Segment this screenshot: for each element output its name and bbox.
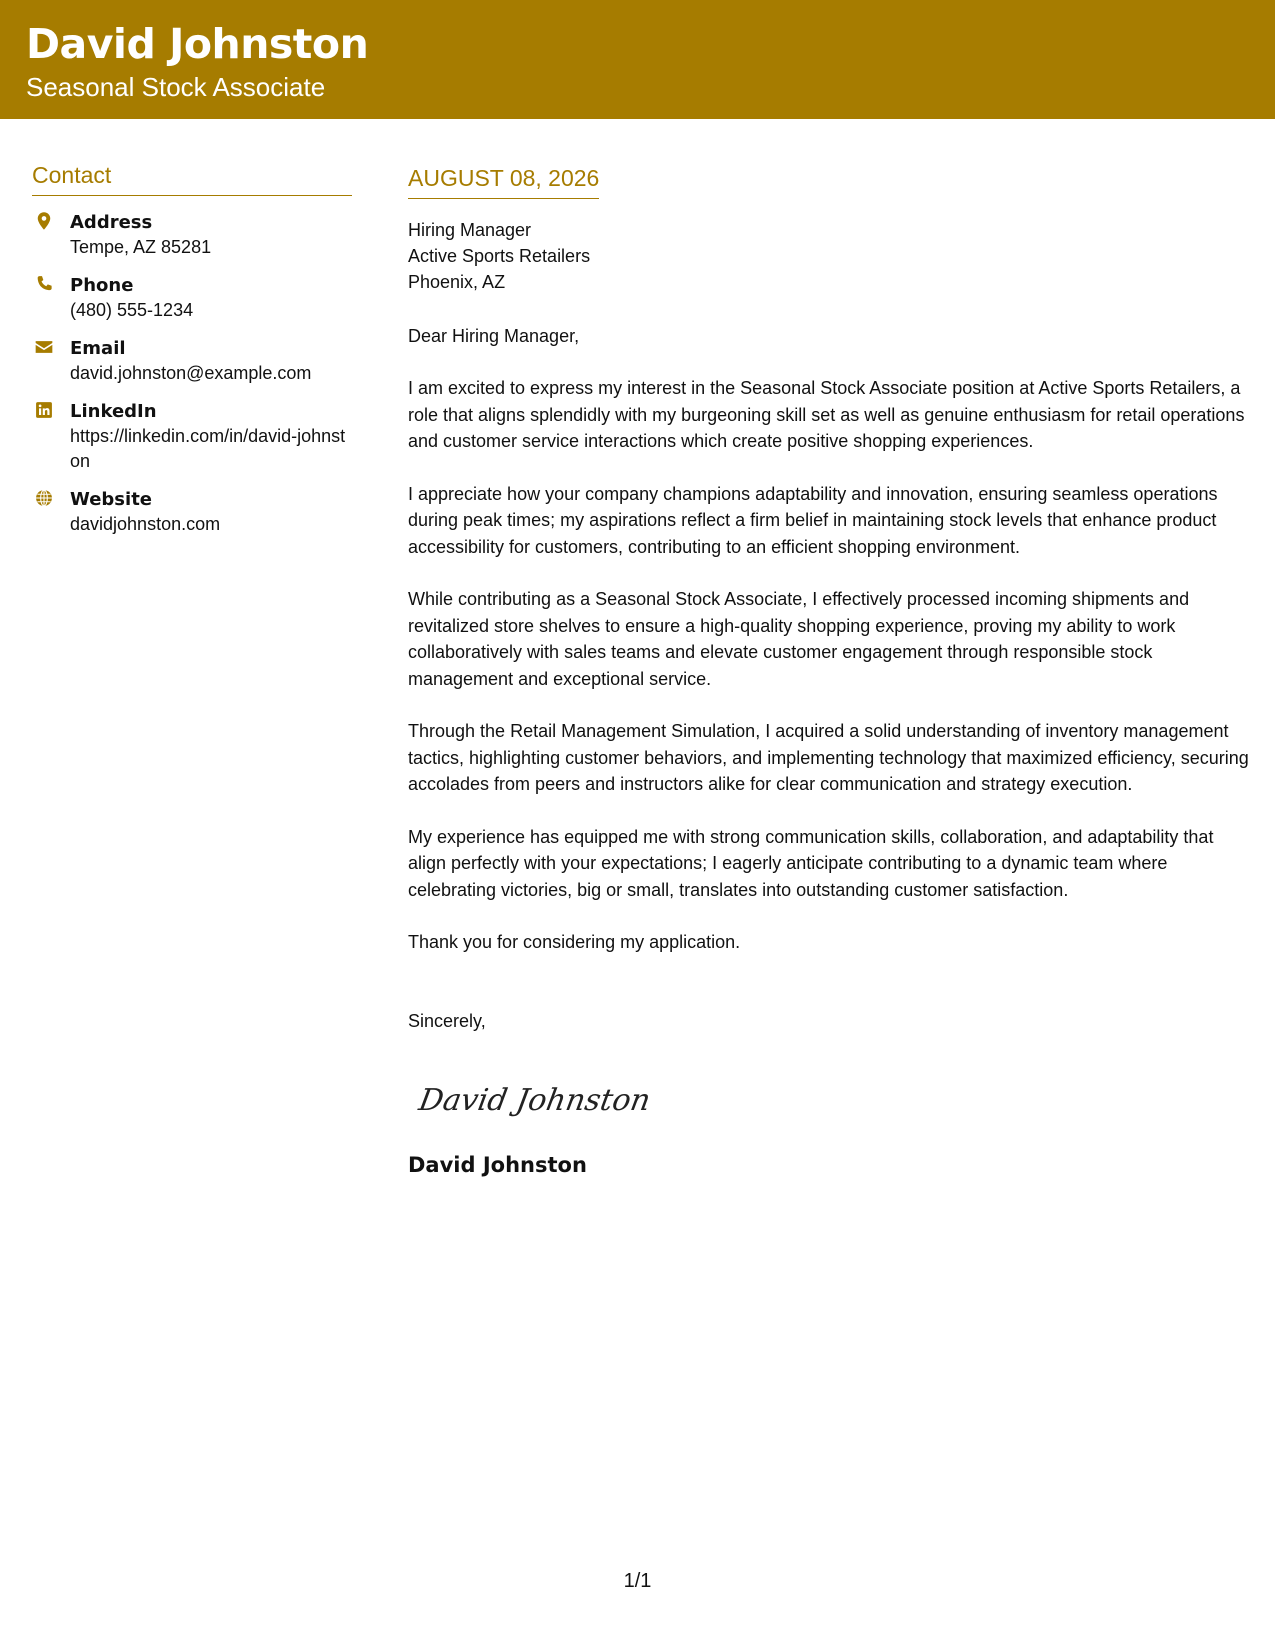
letter-paragraph: I am excited to express my interest in the Seasonal Stock Associate position at Active Sports Retailers, a role that aligns splendidly with my burgeoning skill set as well as genuine enthusiasm for retail operations and customer service interactions which create positive shopping experiences.: [408, 378, 1245, 452]
contact-sidebar: [32, 162, 352, 550]
letter-paragraph: I appreciate how your company champions adaptability and innovation, ensuring seamless operations during peak times; my aspirations reflect a firm belief in maintaining stock levels that enhance product accessibility for customers, contributing to an efficient shopping environment.: [408, 483, 1218, 557]
contact-item-linkedin: [32, 399, 352, 474]
contact-item-website: [32, 487, 352, 537]
page-number: 1/1: [623, 1570, 652, 1592]
handwritten-signature: [416, 1074, 666, 1124]
contact-value: Tempe, AZ 85281: [70, 236, 212, 257]
contact-item-email: [32, 336, 352, 386]
phone-icon: [34, 274, 54, 294]
letter-date: AUGUST 08, 2026: [408, 165, 599, 199]
letter-paragraph: Thank you for considering my application.: [408, 932, 741, 953]
recipient-line: Phoenix, AZ: [408, 271, 506, 292]
contact-value: (480) 555-1234: [70, 299, 194, 320]
contact-label: LinkedIn: [70, 400, 157, 422]
contact-section-title: Contact: [32, 162, 352, 196]
contact-label: Address: [70, 211, 153, 233]
linkedin-icon: [34, 400, 54, 420]
contact-value: davidjohnston.com: [70, 513, 221, 534]
signature-name: David Johnston: [408, 1153, 587, 1178]
globe-icon: [34, 488, 54, 508]
letter-content: [408, 323, 1253, 1035]
map-pin-icon: [34, 211, 54, 231]
recipient-line: Hiring Manager: [408, 219, 532, 240]
envelope-icon: [34, 337, 54, 357]
contact-value: david.johnston@example.com: [70, 362, 312, 383]
letter-body: [408, 165, 1253, 1178]
letter-greeting: Dear Hiring Manager,: [408, 325, 580, 346]
contact-item-phone: [32, 273, 352, 323]
letter-closing: Sincerely,: [408, 1010, 486, 1031]
letter-paragraph: My experience has equipped me with strong communication skills, collaboration, and adaptability that align perfectly with your expectations; I eagerly anticipate contributing to a dynamic team where celebrating victories, big or small, translates into outstanding customer satisfaction.: [408, 826, 1214, 900]
contact-value: https://linkedin.com/in/david-johnston: [70, 425, 346, 471]
contact-label: Phone: [70, 274, 134, 296]
contact-label: Email: [70, 337, 126, 359]
letter-paragraph: While contributing as a Seasonal Stock Associate, I effectively processed incoming shipments and revitalized store shelves to ensure a high-quality shopping experience, proving my ability to work collaboratively with sales teams and elevate customer engagement through responsible stock management and exceptional service.: [408, 589, 1190, 689]
contact-item-address: [32, 210, 352, 260]
applicant-name: David Johnston: [26, 20, 369, 68]
header-banner: [0, 0, 1275, 119]
contact-label: Website: [70, 488, 153, 510]
recipient-block: [408, 217, 1253, 295]
svg-text:David Johnston: David Johnston: [416, 1083, 654, 1119]
letter-paragraph: Through the Retail Management Simulation, I acquired a solid understanding of inventory management tactics, highlighting customer behaviors, and implementing technology that maximized efficiency, securing accolades from peers and instructors alike for clear communication and strategy execution.: [408, 721, 1249, 795]
recipient-line: Active Sports Retailers: [408, 245, 591, 266]
applicant-title: Seasonal Stock Associate: [26, 72, 326, 102]
